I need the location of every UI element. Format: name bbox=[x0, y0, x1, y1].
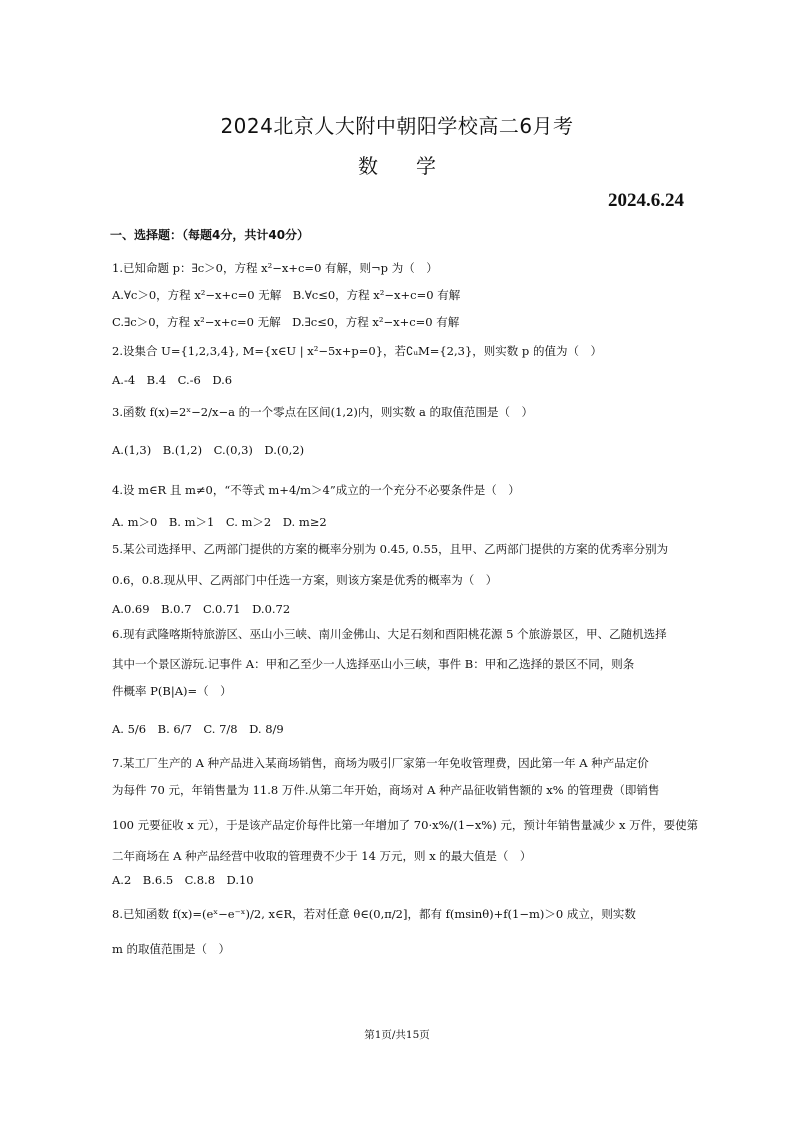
question-8-stem-1: 8.已知函数 f(x)=(eˣ−e⁻ˣ)/2, x∈R，若对任意 θ∈(0,π/2]，都有 f(msinθ)+f(1−m)＞0 成立，则实数 bbox=[112, 907, 636, 921]
exam-date: 2024.6.24 bbox=[608, 190, 684, 211]
question-1-stem: 1.已知命题 p：∃c＞0，方程 x²−x+c=0 有解，则¬p 为（ ） bbox=[112, 261, 438, 275]
question-7-stem-4: 二年商场在 A 种产品经营中收取的管理费不少于 14 万元，则 x 的最大值是（ ） bbox=[112, 849, 532, 863]
question-7-stem-1: 7.某工厂生产的 A 种产品进入某商场销售，商场为吸引厂家第一年免收管理费，因此第一年 A 种产品定价 bbox=[112, 756, 649, 770]
question-6-options: A. 5/6 B. 6/7 C. 7/8 D. 8/9 bbox=[112, 722, 284, 736]
section-heading: 一、选择题：（每题4分，共计40分） bbox=[110, 228, 310, 242]
question-5-stem-2: 0.6，0.8.现从甲、乙两部门中任选一方案，则该方案是优秀的概率为（ ） bbox=[112, 573, 498, 587]
question-4-stem: 4.设 m∈R 且 m≠0，“不等式 m+4/m＞4”成立的一个充分不必要条件是（ ） bbox=[112, 483, 520, 497]
question-1-options-ab: A.∀c＞0，方程 x²−x+c=0 无解 B.∀c≤0，方程 x²−x+c=0 有解 bbox=[112, 288, 461, 302]
question-5-stem-1: 5.某公司选择甲、乙两部门提供的方案的概率分别为 0.45, 0.55，且甲、乙两部门提供的方案的优秀率分别为 bbox=[112, 542, 669, 556]
question-6-stem-3: 件概率 P(B|A)=（ ） bbox=[112, 684, 232, 698]
question-8-stem-2: m 的取值范围是（ ） bbox=[112, 942, 231, 956]
question-3-stem: 3.函数 f(x)=2ˣ−2/x−a 的一个零点在区间(1,2)内，则实数 a 的取值范围是（ ） bbox=[112, 405, 534, 419]
question-2-options: A.-4 B.4 C.-6 D.6 bbox=[112, 373, 233, 387]
question-7-stem-3: 100 元要征收 x 元），于是该产品定价每件比第一年增加了 70·x%/(1−x%) 元，预计年销售量减少 x 万件，要使第 bbox=[112, 818, 699, 832]
question-2-stem: 2.设集合 U={1,2,3,4}, M={x∈U | x²−5x+p=0}，若∁ᵤM={2,3}，则实数 p 的值为（ ） bbox=[112, 344, 602, 358]
question-6-stem-2: 其中一个景区游玩.记事件 A：甲和乙至少一人选择巫山小三峡，事件 B：甲和乙选择的景区不同，则条 bbox=[112, 657, 635, 671]
exam-title: 2024北京人大附中朝阳学校高二6月考 bbox=[220, 114, 574, 138]
page-footer: 第1页/共15页 bbox=[364, 1029, 430, 1041]
subject-title: 数学 bbox=[358, 154, 474, 178]
question-6-stem-1: 6.现有武隆喀斯特旅游区、巫山小三峡、南川金佛山、大足石刻和酉阳桃花源 5 个旅游景区，甲、乙随机选择 bbox=[112, 627, 667, 641]
question-7-options: A.2 B.6.5 C.8.8 D.10 bbox=[112, 873, 254, 887]
question-3-options: A.(1,3) B.(1,2) C.(0,3) D.(0,2) bbox=[112, 443, 305, 457]
question-4-options: A. m＞0 B. m＞1 C. m＞2 D. m≥2 bbox=[112, 515, 327, 529]
question-5-options: A.0.69 B.0.7 C.0.71 D.0.72 bbox=[112, 602, 291, 616]
question-1-options-cd: C.∃c＞0，方程 x²−x+c=0 无解 D.∃c≤0，方程 x²−x+c=0 有解 bbox=[112, 315, 460, 329]
question-7-stem-2: 为每件 70 元，年销售量为 11.8 万件.从第二年开始，商场对 A 种产品征收销售额的 x% 的管理费（即销售 bbox=[112, 783, 660, 797]
